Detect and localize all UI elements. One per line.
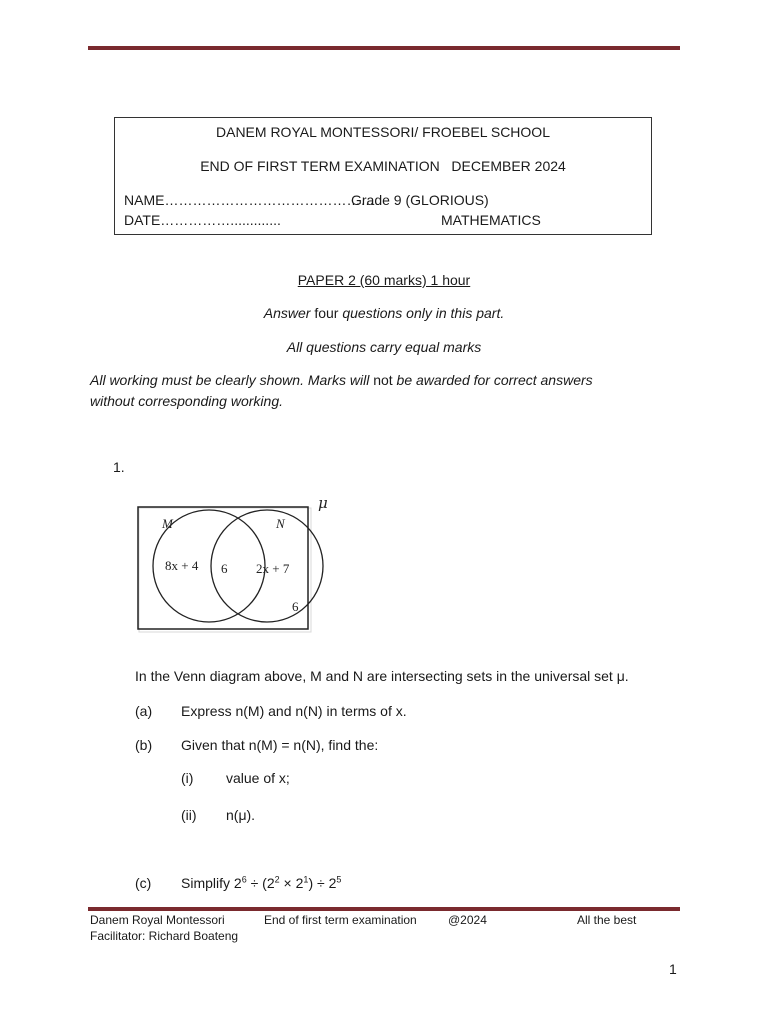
answer-emphasis: four xyxy=(314,305,339,321)
footer-year: @2024 xyxy=(448,913,487,927)
m-only-value: 8x + 4 xyxy=(165,558,199,573)
outside-value: 6 xyxy=(292,599,299,614)
part-c-text: Simplify $2^6 \div (2^2 \times 2^1) \div 2^5$ xyxy=(181,874,342,891)
part-bi-label: (i) xyxy=(181,770,194,786)
part-a-label: (a) xyxy=(135,703,153,719)
venn-svg xyxy=(137,492,337,636)
footer-facilitator: Facilitator: Richard Boateng xyxy=(90,929,239,943)
date-field: DATE……………............. xyxy=(124,212,281,228)
grade-label: Grade 9 (GLORIOUS) xyxy=(351,192,489,208)
page-number: 1 xyxy=(669,961,677,977)
working-note-line2: without corresponding working. xyxy=(90,393,283,409)
name-field: NAME……………………………………… xyxy=(124,192,375,208)
set-m-label: M xyxy=(162,516,173,531)
footer-exam: End of first term examination xyxy=(264,913,417,927)
paper-info: PAPER 2 (60 marks) 1 hour xyxy=(297,272,471,288)
footer-wish: All the best xyxy=(577,913,637,927)
set-n-label: N xyxy=(276,516,285,531)
working-note: All working must be clearly shown. Marks will not be awarded for correct answers xyxy=(90,372,593,388)
footer-rule xyxy=(88,907,680,911)
question-stem: In the Venn diagram above, M and N are intersecting sets in the universal set μ. xyxy=(135,668,629,684)
header-box xyxy=(114,117,652,235)
universal-symbol: μ xyxy=(318,494,328,512)
footer-school: Danem Royal Montessori xyxy=(90,913,225,927)
c-expression: $2^6 \div (2^2 \times 2^1) \div 2^5$ xyxy=(233,874,342,891)
venn-diagram xyxy=(137,492,337,636)
part-bii-text: n(μ). xyxy=(226,807,256,823)
part-bi-text: value of x; xyxy=(226,770,290,786)
equal-marks-note: All questions carry equal marks xyxy=(286,339,482,355)
top-rule xyxy=(88,46,680,50)
part-bii-label: (ii) xyxy=(181,807,197,823)
answer-instruction: Answer four questions only in this part. xyxy=(263,305,505,321)
question-number: 1. xyxy=(113,459,125,475)
part-b-text: Given that n(M) = n(N), find the: xyxy=(181,737,379,753)
working-emphasis: not xyxy=(373,372,393,388)
part-b-label: (b) xyxy=(135,737,153,753)
part-c-label: (c) xyxy=(135,875,152,891)
n-only-value: 2x + 7 xyxy=(256,561,290,576)
school-name: DANEM ROYAL MONTESSORI/ FROEBEL SCHOOL xyxy=(216,124,550,140)
part-a-text: Express n(M) and n(N) in terms of x. xyxy=(181,703,407,719)
subject-label: MATHEMATICS xyxy=(441,212,541,228)
exam-title: END OF FIRST TERM EXAMINATION DECEMBER 2024 xyxy=(200,158,566,174)
intersection-value: 6 xyxy=(221,561,228,576)
